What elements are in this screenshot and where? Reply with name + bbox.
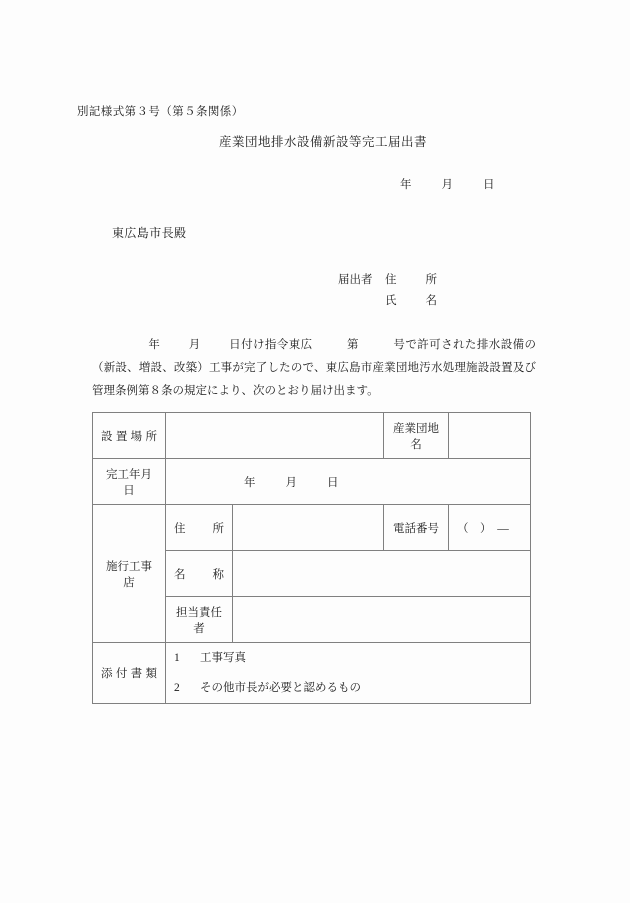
page-title: 産業団地排水設備新設等完工届出書 (218, 135, 427, 149)
completion-date-value[interactable] (166, 459, 531, 505)
form-number: 別記様式第３号（第５条関係） (77, 106, 244, 118)
install-location-value[interactable] (166, 413, 384, 459)
industrial-park-label: 産業団地名 (384, 413, 449, 459)
body-line-3: 例第８条の規定により、次のとおり届け出ます。 (126, 385, 379, 397)
date-day-label: 日 (483, 179, 495, 191)
addressee: 東広島市長殿 (112, 226, 187, 240)
date-year-label: 年 (400, 179, 412, 191)
permit-year-label: 年 (148, 339, 161, 351)
permit-number-suffix: 号で許可された排水設備の（新 (92, 339, 537, 374)
declaration-table (92, 412, 531, 704)
attachment-text: その他市長が必要と認めるもの (200, 682, 361, 694)
submitter-block (338, 270, 437, 312)
permit-month-label: 月 (188, 339, 201, 351)
completion-year-label: 年 (244, 476, 256, 489)
table-row-completion-date (93, 459, 531, 505)
attachment-number: 2 (174, 682, 180, 694)
phone-value[interactable]: （ ） ― (449, 505, 531, 551)
completion-month-label: 月 (285, 476, 297, 489)
industrial-park-value[interactable] (449, 413, 531, 459)
install-location-label: 設置場所 (93, 413, 166, 459)
attachment-number: 1 (174, 652, 180, 664)
body-line-2: 設、増設、改築）工事が完了したので、東広島市産業団地汚水処理施設設置及び管理条 (92, 362, 537, 397)
table-row-install-location (93, 413, 531, 459)
contractor-label: 施行工事店 (93, 505, 166, 643)
date-month-label: 月 (441, 179, 453, 191)
table-row-attachments (93, 643, 531, 704)
submission-date-line (400, 176, 495, 192)
responsible-person-value[interactable] (233, 597, 531, 643)
contractor-name-value[interactable] (233, 551, 531, 597)
phone-label: 電話番号 (384, 505, 449, 551)
body-paragraph (92, 334, 536, 403)
table-row-contractor-address (93, 505, 531, 551)
submitter-address-label: 住 所 (385, 274, 437, 286)
completion-date-label: 完工年月日 (93, 459, 166, 505)
submitter-address-row (338, 270, 437, 291)
attachments-label: 添付書類 (93, 643, 166, 704)
list-item (174, 643, 522, 673)
submitter-name-label: 氏 名 (385, 295, 437, 307)
list-item (174, 673, 522, 703)
completion-day-label: 日 (327, 476, 339, 489)
attachments-list (166, 643, 531, 704)
attachment-text: 工事写真 (200, 652, 246, 664)
submitter-name-row (338, 291, 437, 312)
contractor-name-label: 名 称 (166, 551, 233, 597)
submitter-role-label: 届出者 (338, 274, 373, 286)
contractor-address-label: 住 所 (166, 505, 233, 551)
contractor-address-value[interactable] (233, 505, 384, 551)
permit-day-prefix: 日付け指令東広 (228, 339, 313, 351)
responsible-person-label: 担当責任者 (166, 597, 233, 643)
permit-number-label: 第 (346, 339, 359, 351)
